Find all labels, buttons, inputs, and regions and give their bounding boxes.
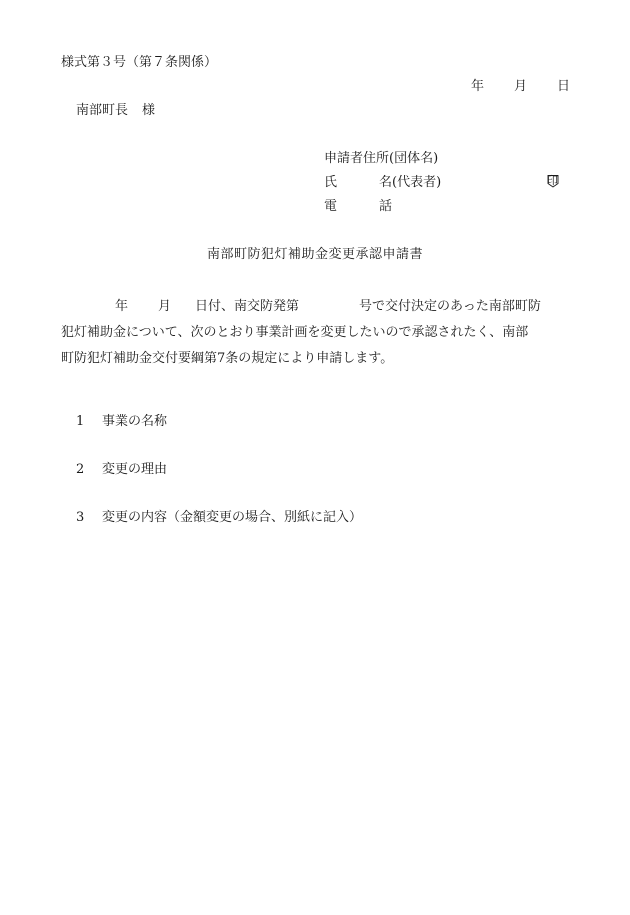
item-number: 3 (76, 510, 85, 525)
item-number: 2 (76, 462, 85, 477)
date-month-label: 月 (513, 79, 527, 94)
list-item (76, 415, 167, 428)
date-day-label: 日 (556, 79, 570, 94)
body-year: 年 (115, 299, 129, 314)
body-month: 月 (158, 299, 172, 314)
applicant-phone-label-2: 話 (379, 199, 393, 214)
body-number-suffix: 号で交付決定のあった南部町防 (359, 299, 541, 314)
form-number: 様式第３号（第７条関係） (61, 55, 218, 70)
body-text (61, 294, 571, 372)
item-label: 変更の内容（金額変更の場合、別紙に記入） (102, 510, 363, 525)
seal-icon (546, 174, 560, 188)
addressee (76, 104, 155, 117)
list-item (76, 511, 362, 524)
applicant-address-label: 申請者住所(団体名) (324, 151, 439, 166)
seal-label: 印 (547, 174, 558, 187)
item-label: 事業の名称 (102, 414, 168, 429)
addressee-title: 様 (142, 103, 156, 118)
item-number: 1 (76, 414, 85, 429)
document-title: 南部町防犯灯補助金変更承認申請書 (206, 247, 423, 262)
applicant-name-label-1: 氏 (324, 175, 338, 190)
addressee-name: 南部町長 (76, 103, 129, 118)
body-line-2: 犯灯補助金について、次のとおり事業計画を変更したいので承認されたく、南部 (61, 325, 529, 340)
date-line (471, 80, 570, 93)
body-line-3: 町防犯灯補助金交付要綱第7条の規定により申請します。 (61, 351, 394, 366)
body-line-1 (61, 294, 571, 320)
applicant-name-label-2: 名(代表者) (379, 175, 442, 190)
date-year-label: 年 (470, 79, 484, 94)
list-item (76, 463, 167, 476)
body-day-suffix: 日付、南交防発第 (195, 299, 300, 314)
item-label: 変更の理由 (102, 462, 168, 477)
applicant-phone-label-1: 電 (324, 199, 338, 214)
